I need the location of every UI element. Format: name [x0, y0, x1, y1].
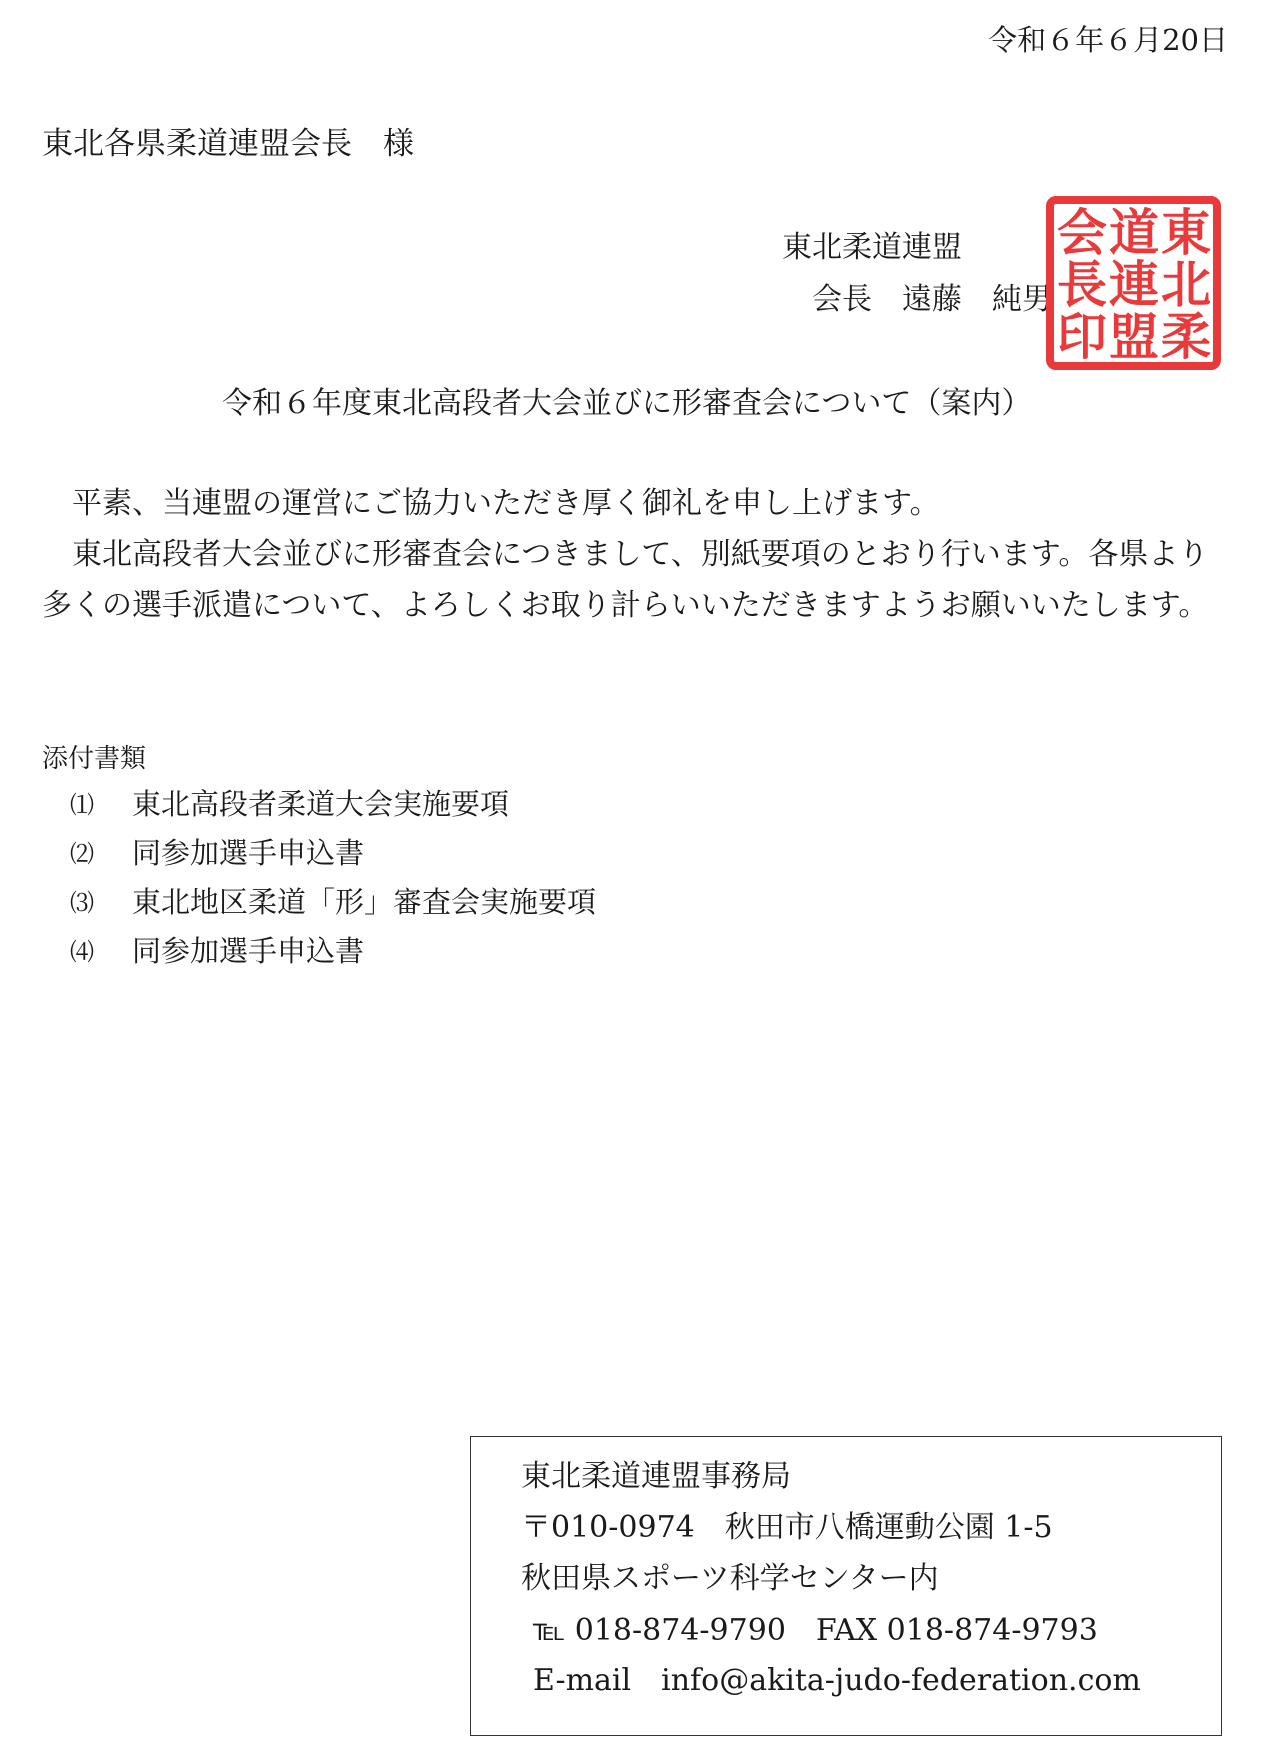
sender-organization: 東北柔道連盟 [782, 230, 962, 265]
item-number: ⑷ [70, 938, 94, 966]
svg-text:会長印: 会長印 [1057, 203, 1107, 366]
contact-email: E-mail info@akita-judo-federation.com [533, 1663, 1141, 1698]
list-item [70, 827, 596, 876]
item-label: 東北高段者柔道大会実施要項 [132, 787, 510, 821]
contact-building: 秋田県スポーツ科学センター内 [521, 1561, 939, 1596]
item-number: ⑵ [70, 840, 94, 868]
item-label: 同参加選手申込書 [132, 934, 365, 968]
list-item [70, 778, 596, 827]
document-body [42, 478, 1212, 631]
document-title: 令和６年度東北高段者大会並びに形審査会について（案内） [222, 386, 1032, 421]
svg-text:道連盟: 道連盟 [1109, 203, 1159, 366]
addressee: 東北各県柔道連盟会長 様 [42, 126, 414, 162]
seal-icon [1046, 196, 1221, 370]
contact-office: 東北柔道連盟事務局 [521, 1459, 791, 1494]
svg-text:東北柔: 東北柔 [1161, 203, 1211, 366]
contact-info-box [470, 1436, 1222, 1736]
item-label: 東北地区柔道「形」審査会実施要項 [132, 885, 597, 919]
item-number: ⑴ [70, 791, 94, 819]
document-date: 令和６年６月20日 [988, 23, 1228, 57]
official-seal-stamp [1046, 196, 1221, 370]
contact-address: 〒010-0974 秋田市八橋運動公園 1-5 [521, 1510, 1053, 1545]
item-label: 同参加選手申込書 [132, 836, 365, 870]
body-paragraph-greeting: 平素、当連盟の運営にご協力いただき厚く御礼を申し上げます。 [72, 486, 940, 521]
attachments-list [70, 778, 596, 974]
attachments-heading: 添付書類 [42, 744, 147, 774]
sender-name: 会長 遠藤 純男 [812, 282, 1052, 317]
item-number: ⑶ [70, 889, 94, 917]
body-paragraph-main: 東北高段者大会並びに形審査会につきまして、別紙要項のとおり行います。各県より多くの選手派遣について、よろしくお取り計らいいただきますようお願いいたします。 [42, 537, 1209, 623]
contact-phone-fax: ℡ 018-874-9790 FAX 018-874-9793 [533, 1613, 1098, 1648]
list-item [70, 876, 596, 925]
list-item [70, 925, 596, 974]
